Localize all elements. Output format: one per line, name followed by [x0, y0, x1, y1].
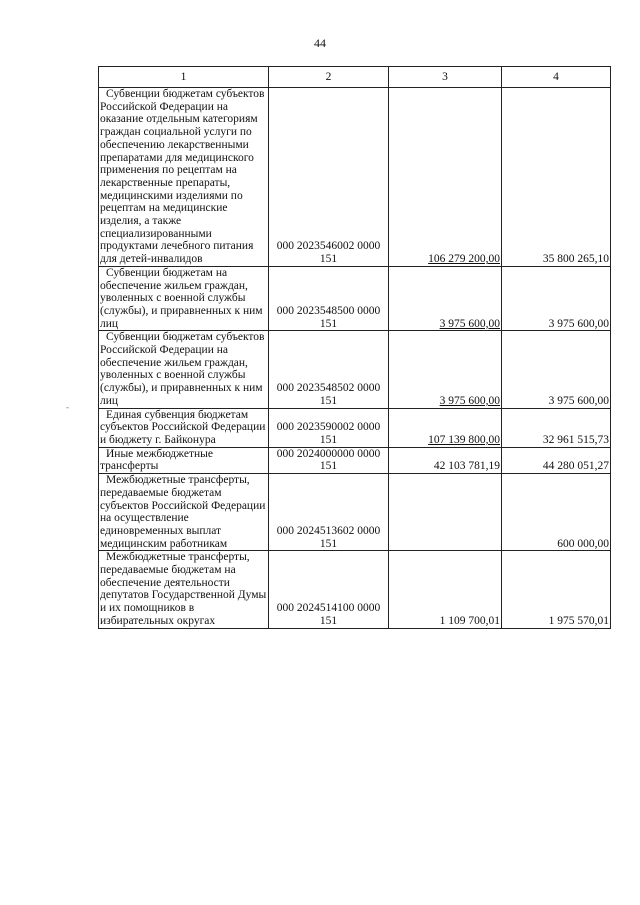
row-col4-value: 3 975 600,00 — [502, 266, 611, 331]
header-col-2: 2 — [269, 67, 389, 88]
table-row — [99, 331, 611, 408]
row-description: Единая субвенция бюджетам субъектов Российской Федерации и бюджету г. Байконура — [99, 408, 269, 447]
row-col4-value: 32 961 515,73 — [502, 408, 611, 447]
margin-mark: - — [66, 402, 69, 412]
row-col3-value: 106 279 200,00 — [389, 88, 502, 267]
row-description: Межбюджетные трансферты, передаваемые бюджетам субъектов Российской Федерации на осуществление единовременных выплат медицинским работникам — [99, 474, 269, 551]
row-col4-value: 44 280 051,27 — [502, 447, 611, 473]
header-col-4: 4 — [502, 67, 611, 88]
row-col3-value — [389, 474, 502, 551]
row-code: 000 2023548500 0000 151 — [269, 266, 389, 331]
row-description: Иные межбюджетные трансферты — [99, 447, 269, 473]
page-number: 44 — [314, 36, 326, 50]
row-description: Субвенции бюджетам субъектов Российской Федерации на оказание отдельным категориям граждан социальной услуги по обеспечению лекарственными препаратами для медицинского применения по рецептам на лекарственные препараты, медицинскими изделиями по рецептам на медицинские изделия, а также специализированными продуктами лечебного питания для детей-инвалидов — [99, 88, 269, 267]
row-col3-value: 3 975 600,00 — [389, 331, 502, 408]
row-code: 000 2023546002 0000 151 — [269, 88, 389, 267]
table-row — [99, 266, 611, 331]
row-code: 000 2023548502 0000 151 — [269, 331, 389, 408]
row-code: 000 2024514100 0000 151 — [269, 551, 389, 628]
header-col-1: 1 — [99, 67, 269, 88]
row-description: Субвенции бюджетам на обеспечение жильем граждан, уволенных с военной службы (службы), и приравненных к ним лиц — [99, 266, 269, 331]
row-code: 000 2023590002 0000 151 — [269, 408, 389, 447]
row-code: 000 2024000000 0000 151 — [269, 447, 389, 473]
row-col4-value: 35 800 265,10 — [502, 88, 611, 267]
row-col4-value: 600 000,00 — [502, 474, 611, 551]
row-col3-value: 3 975 600,00 — [389, 266, 502, 331]
row-col3-value: 42 103 781,19 — [389, 447, 502, 473]
table-row — [99, 88, 611, 267]
row-col4-value: 3 975 600,00 — [502, 331, 611, 408]
table-row — [99, 447, 611, 473]
row-col3-value: 107 139 800,00 — [389, 408, 502, 447]
row-code: 000 2024513602 0000 151 — [269, 474, 389, 551]
table-row — [99, 408, 611, 447]
row-col3-value: 1 109 700,01 — [389, 551, 502, 628]
header-col-3: 3 — [389, 67, 502, 88]
row-description: Субвенции бюджетам субъектов Российской Федерации на обеспечение жильем граждан, уволенных с военной службы (службы), и приравненных к ним лиц — [99, 331, 269, 408]
table-row — [99, 551, 611, 628]
row-col4-value: 1 975 570,01 — [502, 551, 611, 628]
row-description: Межбюджетные трансферты, передаваемые бюджетам на обеспечение деятельности депутатов Государственной Думы и их помощников в избирательных округах — [99, 551, 269, 628]
table-row — [99, 474, 611, 551]
budget-table — [98, 66, 611, 629]
table-header-row — [99, 67, 611, 88]
